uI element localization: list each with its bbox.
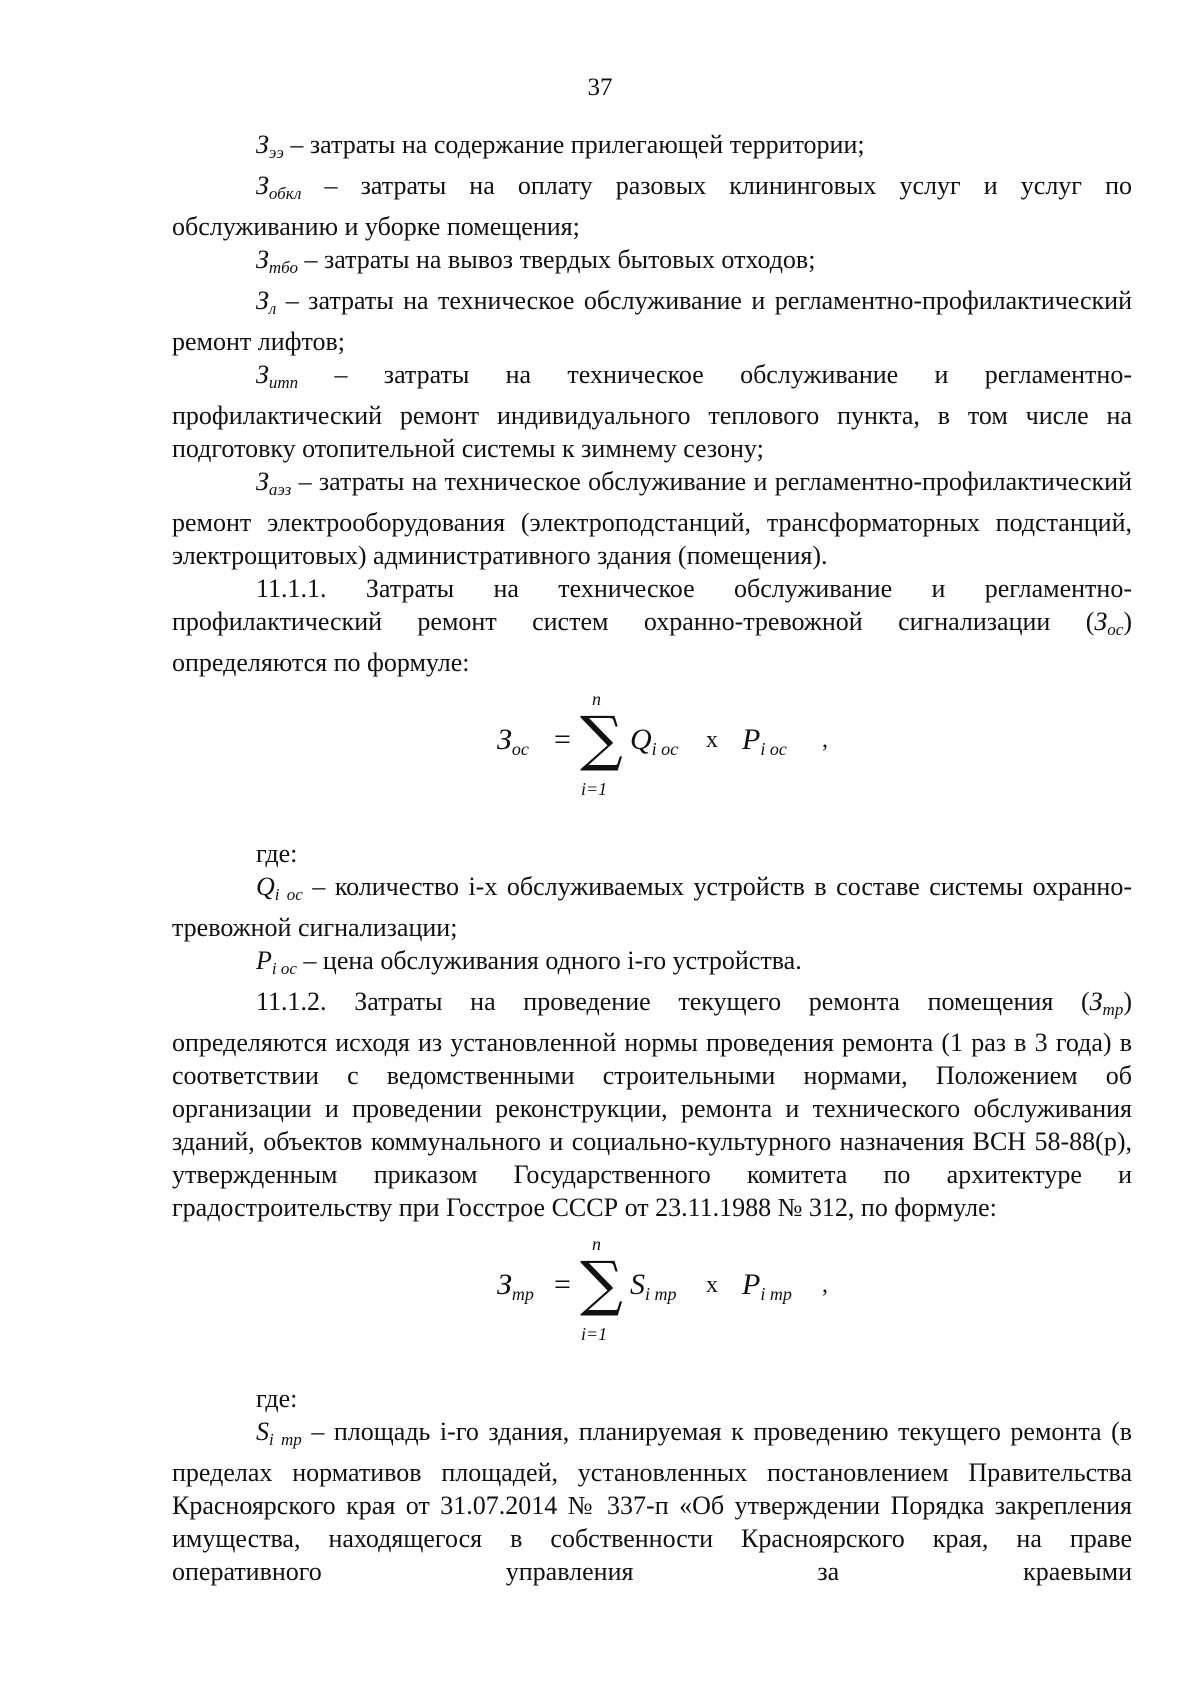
formula-comma: , xyxy=(822,727,828,753)
sum-upper-limit: n xyxy=(592,689,601,709)
formula-z-tr xyxy=(172,1232,1132,1356)
sigma-symbol: ∑ xyxy=(580,1249,623,1319)
sum-upper-limit: n xyxy=(592,1234,601,1254)
where-label: где: xyxy=(256,1384,298,1413)
definition-q-os: $Q_{i ос}$ – количество i-х обслуживаемых устройств в составе системы охранно-тревожной сигнализации; xyxy=(172,872,1132,942)
definition-z-ez: $З_{ээ}$ – затраты на содержание прилегающей территории; xyxy=(256,130,865,162)
definition-z-tbo: $З_{тбо}$ – затраты на вывоз твердых бытовых отходов; xyxy=(256,245,816,277)
where-label: где: xyxy=(256,839,298,868)
formula-term-p: $P_{i тр}$ xyxy=(742,1268,792,1304)
definition-z-l: $З_л$ – затраты на техническое обслуживание и регламентно-профилактический ремонт лифтов; xyxy=(172,286,1132,356)
sum-lower-limit: i=1 xyxy=(581,779,608,799)
formula-term-p: $P_{i ос}$ xyxy=(742,723,787,759)
paragraph-11-1-1: 11.1.1. Затраты на техническое обслуживание и регламентно-профилактический ремонт систем охранно-тревожной сигнализации $(З_{ос})$ определяются по формуле: xyxy=(172,574,1132,677)
definition-p-os: $P_{i ос}$ – цена обслуживания одного i-го устройства. xyxy=(256,946,802,978)
sigma-symbol: ∑ xyxy=(580,704,623,774)
definition-z-aez: $З_{аэз}$ – затраты на техническое обслуживание и регламентно-профилактический ремонт электрооборудования (электроподстанций, трансформаторных подстанций, электрощитовых) административного здания (помещения). xyxy=(172,467,1132,570)
definition-z-itp: $З_{итп}$ – затраты на техническое обслуживание и регламентно-профилактический ремонт индивидуального теплового пункта, в том числе на подготовку отопительной системы к зимнему сезону; xyxy=(172,360,1132,463)
sum-lower-limit: i=1 xyxy=(581,1324,608,1344)
definition-s-tr: $S_{i тр}$ – площадь i-го здания, планируемая к проведению текущего ремонта (в пределах нормативов площадей, установленных постановлением Правительства Красноярского края от 31.07.2014 № 337-п «Об утверждении Порядка закрепления имущества, находящегося в собственности Красноярского края, на праве оперативного управления за краевыми xyxy=(172,1417,1133,1586)
formula-lhs: $З_{ос}$ xyxy=(497,723,529,759)
definition-z-obkl: $З_{обкл}$ – затраты на оплату разовых клининговых услуг и услуг по обслуживанию и уборке помещения; xyxy=(172,171,1132,241)
formula-equals: = xyxy=(554,723,571,756)
formula-term-s: $S_{i тр}$ xyxy=(630,1268,677,1304)
page-number: 37 xyxy=(587,74,613,101)
paragraph-11-1-2: 11.1.2. Затраты на проведение текущего ремонта помещения $(З_{тр})$ определяются исходя из установленной нормы проведения ремонта (1 раз в 3 года) в соответствии с ведомственными строительными нормами, Положением об организации и проведении реконструкции, ремонта и технического обслуживания зданий, объектов коммунального и социально-культурного назначения ВСН 58-88(р), утвержденным приказом Государственного комитета по архитектуре и градостроительству при Госстрое СССР от 23.11.1988 № 312, по формуле: xyxy=(172,987,1132,1222)
formula-z-os xyxy=(172,687,1132,811)
formula-equals: = xyxy=(554,1268,571,1301)
document-body xyxy=(172,128,1132,1588)
formula-lhs: $З_{тр}$ xyxy=(497,1268,534,1304)
formula-term-q: $Q_{i ос}$ xyxy=(630,723,679,759)
formula-times: х xyxy=(706,727,718,753)
formula-times: х xyxy=(706,1272,718,1298)
formula-comma: , xyxy=(822,1272,828,1298)
